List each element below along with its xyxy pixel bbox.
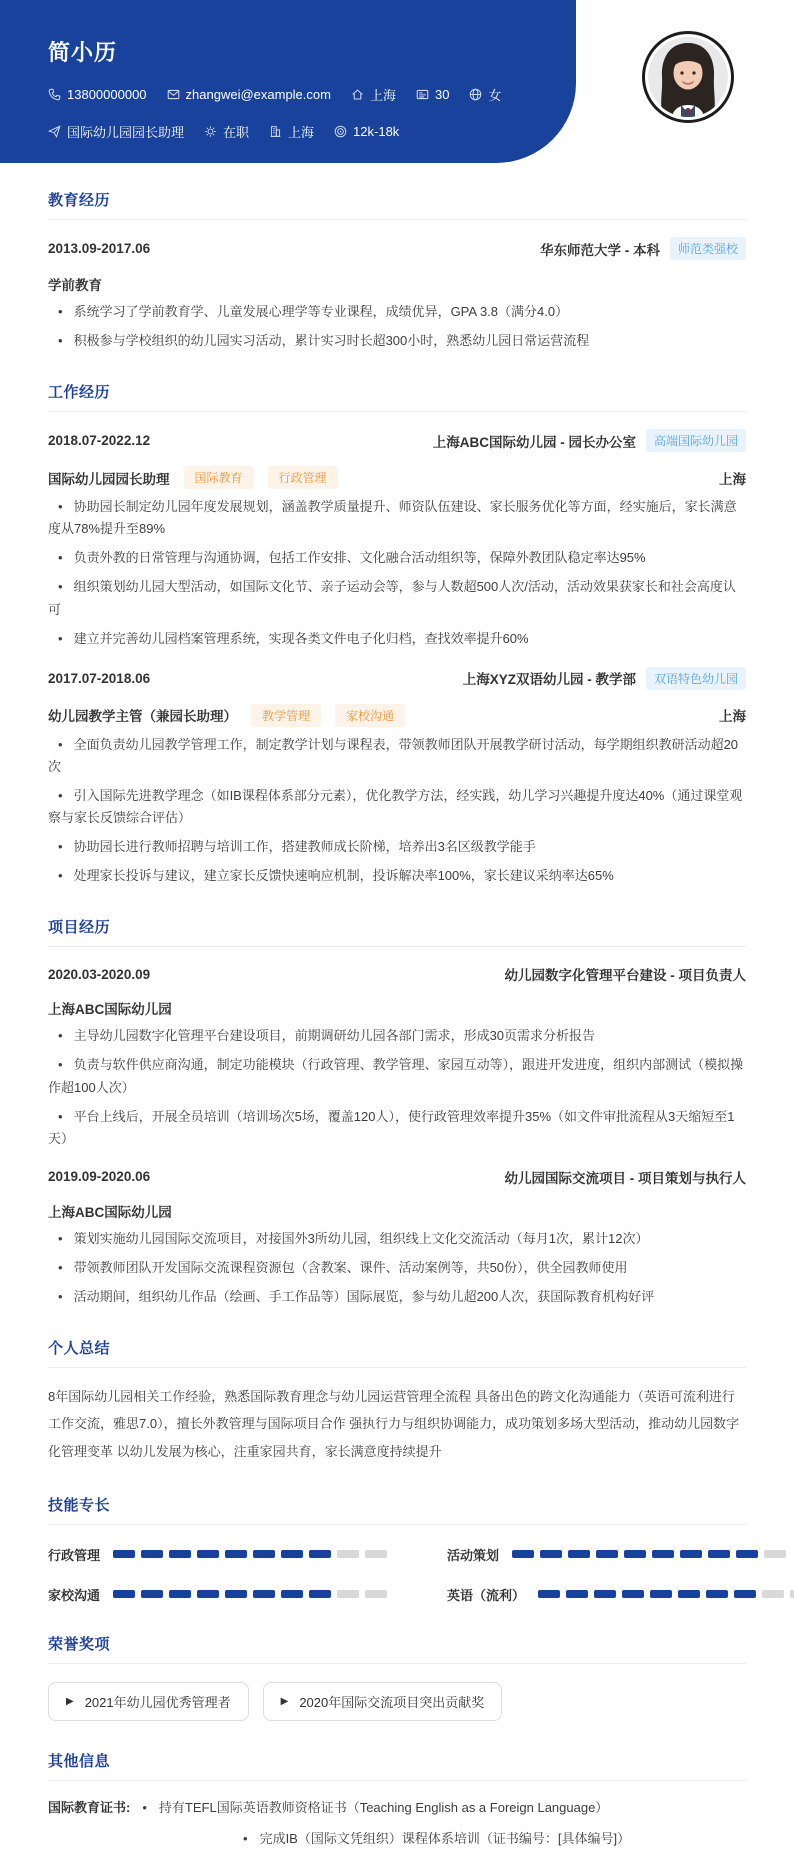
skill-bar-segment bbox=[169, 1550, 191, 1558]
education-period: 2013.09-2017.06 bbox=[48, 241, 151, 256]
honors-list bbox=[48, 1682, 746, 1721]
skill-label: 家校沟通 bbox=[48, 1587, 101, 1603]
project-entry-head bbox=[48, 964, 746, 984]
list-item: • 带领教师团队开发国际交流课程资源包（含教案、课件、活动案例等，共50份），供全园教师使用 bbox=[48, 1257, 746, 1279]
work-location: 上海 bbox=[719, 709, 746, 725]
skill-bar-segment bbox=[197, 1590, 219, 1598]
list-item: • 引入国际先进教学理念（如IB课程体系部分元素），优化教学方法，经实践，幼儿学习兴趣提升度达40%（通过课堂观察与家长反馈综合评估） bbox=[48, 785, 746, 829]
bullet-dot: • bbox=[58, 579, 63, 595]
skill-bar-segment bbox=[253, 1590, 275, 1598]
skills-section-title: 技能专长 bbox=[48, 1494, 746, 1525]
email-address: zhangwei@example.com bbox=[185, 87, 331, 102]
section-work bbox=[48, 381, 746, 887]
work-city-item bbox=[269, 122, 314, 141]
gender: 女 bbox=[488, 88, 502, 103]
bullet-dot: • bbox=[58, 1288, 63, 1304]
honor-text: 2021年幼儿园优秀管理者 bbox=[84, 1694, 231, 1710]
skill-bar-segment bbox=[706, 1590, 728, 1598]
cert-row bbox=[243, 1828, 746, 1850]
cert-label: 国际教育证书: bbox=[48, 1799, 131, 1815]
salary-item bbox=[334, 124, 399, 139]
skill-bar-segment bbox=[281, 1590, 303, 1598]
bullet-dot: • bbox=[243, 1831, 248, 1847]
list-item: • 全面负责幼儿园教学管理工作，制定教学计划与课程表，带领教师团队开展教学研讨活动，每学期组织教研活动超20次 bbox=[48, 734, 746, 778]
work-company: 上海XYZ双语幼儿园 - 教学部 bbox=[462, 672, 636, 688]
skill-bar-segment bbox=[568, 1550, 590, 1558]
skill-bar-segment bbox=[790, 1590, 794, 1598]
section-education bbox=[48, 189, 746, 352]
bullet-dot: • bbox=[58, 736, 63, 752]
list-item: • 策划实施幼儿园国际交流项目，对接国外3所幼儿园，组织线上文化交流活动（每月1次，累计12次） bbox=[48, 1228, 746, 1250]
target-position: 国际幼儿园园长助理 bbox=[67, 125, 185, 140]
list-item: • 组织策划幼儿园大型活动，如国际文化节、亲子运动会等，参与人数超500人次/活动，活动效果获家长和社会高度认可 bbox=[48, 576, 746, 620]
skill-bar-segment bbox=[253, 1550, 275, 1558]
salary-target-icon bbox=[334, 125, 347, 138]
play-icon: ▶ bbox=[280, 1695, 289, 1707]
skill-bar-segment bbox=[365, 1550, 387, 1558]
list-item: • 协助园长进行教师招聘与培训工作，搭建教师成长阶梯，培养出3名区级教学能手 bbox=[48, 836, 746, 858]
resume-body bbox=[0, 189, 794, 1874]
list-item: • 活动期间，组织幼儿作品（绘画、手工作品等）国际展览，参与幼儿超200人次，获国际教育机构好评 bbox=[48, 1286, 746, 1308]
project-company: 上海ABC国际幼儿园 bbox=[48, 1002, 172, 1018]
work-role: 幼儿园教学主管（兼园长助理） bbox=[48, 709, 237, 725]
work-city: 上海 bbox=[288, 125, 315, 140]
skill-bar-segment bbox=[678, 1590, 700, 1598]
skill-label: 行政管理 bbox=[48, 1547, 101, 1563]
contact-row-1 bbox=[48, 85, 514, 104]
skill-row bbox=[447, 1585, 794, 1604]
skills-grid bbox=[48, 1545, 746, 1604]
skill-bar-segment bbox=[337, 1550, 359, 1558]
resume-header bbox=[0, 0, 794, 163]
skill-bar-segment bbox=[650, 1590, 672, 1598]
bullet-dot: • bbox=[58, 499, 63, 515]
skill-bar-segment bbox=[538, 1590, 560, 1598]
work-role-row bbox=[48, 466, 746, 489]
skill-label: 英语（流利） bbox=[447, 1587, 526, 1603]
phone-item bbox=[48, 87, 147, 102]
skill-bar bbox=[512, 1550, 786, 1558]
section-summary bbox=[48, 1337, 746, 1465]
work-period: 2018.07-2022.12 bbox=[48, 433, 151, 449]
phone-icon bbox=[48, 88, 61, 101]
education-section-title: 教育经历 bbox=[48, 189, 746, 220]
list-item: • 主导幼儿园数字化管理平台建设项目，前期调研幼儿园各部门需求，形成30页需求分析报告 bbox=[48, 1025, 746, 1047]
skill-bar-segment bbox=[309, 1550, 331, 1558]
skill-bar-segment bbox=[624, 1550, 646, 1558]
projects-section-title: 项目经历 bbox=[48, 916, 746, 947]
list-item: • 系统学习了学前教育学、儿童发展心理学等专业课程，成绩优异，GPA 3.8（满分4.0） bbox=[48, 301, 746, 323]
work-company-badge: 高端国际幼儿园 bbox=[646, 429, 746, 452]
phone-number: 13800000000 bbox=[67, 87, 147, 102]
bullet-dot: • bbox=[58, 1028, 63, 1044]
skill-bar-segment bbox=[762, 1590, 784, 1598]
work-company: 上海ABC国际幼儿园 - 园长办公室 bbox=[432, 434, 636, 450]
project-bullets bbox=[48, 1228, 746, 1308]
age-item bbox=[416, 87, 449, 102]
skill-bar-segment bbox=[680, 1550, 702, 1558]
skill-row bbox=[447, 1545, 794, 1564]
bullet-dot: • bbox=[58, 630, 63, 646]
bullet-dot: • bbox=[58, 868, 63, 884]
skill-bar bbox=[538, 1590, 794, 1598]
work-company-badge: 双语特色幼儿园 bbox=[646, 667, 746, 690]
work-role-row bbox=[48, 704, 746, 727]
work-tag: 行政管理 bbox=[268, 466, 338, 489]
skill-bar-segment bbox=[594, 1590, 616, 1598]
work-tag: 家校沟通 bbox=[335, 704, 405, 727]
work-tag: 国际教育 bbox=[184, 466, 254, 489]
work-section-title: 工作经历 bbox=[48, 381, 746, 412]
bullet-dot: • bbox=[58, 550, 63, 566]
skill-bar bbox=[113, 1590, 387, 1598]
honor-text: 2020年国际交流项目突出贡献奖 bbox=[299, 1694, 485, 1710]
other-section-title: 其他信息 bbox=[48, 1750, 746, 1781]
skill-bar-segment bbox=[309, 1590, 331, 1598]
skill-bar-segment bbox=[652, 1550, 674, 1558]
education-bullets bbox=[48, 301, 746, 352]
cert-row bbox=[48, 1797, 746, 1819]
education-school: 华东师范大学 - 本科 bbox=[539, 242, 660, 258]
home-icon bbox=[351, 88, 364, 101]
skill-bar-segment bbox=[708, 1550, 730, 1558]
work-location: 上海 bbox=[719, 471, 746, 487]
list-item: • 协助园长制定幼儿园年度发展规划，涵盖教学质量提升、师资队伍建设、家长服务优化等方面，经实施后，家长满意度从78%提升至89% bbox=[48, 496, 746, 540]
job-status-icon bbox=[204, 125, 217, 138]
skill-bar-segment bbox=[540, 1550, 562, 1558]
bullet-dot: • bbox=[58, 1108, 63, 1124]
skill-bar-segment bbox=[113, 1550, 135, 1558]
work-bullets bbox=[48, 734, 746, 888]
bullet-dot: • bbox=[58, 839, 63, 855]
target-position-item bbox=[48, 122, 184, 141]
age-card-icon bbox=[416, 88, 429, 101]
bullet-dot: • bbox=[58, 333, 63, 349]
email-icon bbox=[167, 88, 180, 101]
work-tag: 教学管理 bbox=[251, 704, 321, 727]
bullet-dot: • bbox=[58, 1057, 63, 1073]
cert-text: 完成IB（国际文凭组织）课程体系培训（证书编号：[具体编号]） bbox=[259, 1831, 631, 1847]
project-name-role: 幼儿园国际交流项目 - 项目策划与执行人 bbox=[504, 1170, 746, 1186]
list-item: • 建立并完善幼儿园档案管理系统，实现各类文件电子化归档，查找效率提升60% bbox=[48, 628, 746, 650]
skill-row bbox=[48, 1545, 387, 1564]
section-skills bbox=[48, 1494, 746, 1604]
skill-bar-segment bbox=[113, 1590, 135, 1598]
list-item: • 积极参与学校组织的幼儿园实习活动，累计实习时长超300小时，熟悉幼儿园日常运营流程 bbox=[48, 330, 746, 352]
skill-bar-segment bbox=[764, 1550, 786, 1558]
project-name-role: 幼儿园数字化管理平台建设 - 项目负责人 bbox=[504, 968, 746, 984]
list-item: • 处理家长投诉与建议，建立家长反馈快速响应机制，投诉解决率100%，家长建议采纳率达65% bbox=[48, 865, 746, 887]
age: 30 bbox=[434, 87, 450, 102]
city-building-icon bbox=[269, 125, 282, 138]
skill-bar-segment bbox=[365, 1590, 387, 1598]
gender-item bbox=[469, 85, 501, 104]
hometown: 上海 bbox=[369, 88, 396, 103]
honor-pill bbox=[48, 1682, 249, 1721]
project-bullets bbox=[48, 1025, 746, 1149]
skill-bar-segment bbox=[566, 1590, 588, 1598]
avatar bbox=[642, 31, 734, 123]
skill-bar-segment bbox=[281, 1550, 303, 1558]
work-entry-head bbox=[48, 429, 746, 452]
skill-label: 活动策划 bbox=[447, 1547, 500, 1563]
skill-bar-segment bbox=[169, 1590, 191, 1598]
bullet-dot: • bbox=[58, 1259, 63, 1275]
avatar-illustration bbox=[648, 37, 728, 117]
section-honors bbox=[48, 1633, 746, 1721]
work-period: 2017.07-2018.06 bbox=[48, 670, 151, 686]
skill-bar-segment bbox=[197, 1550, 219, 1558]
project-company-row bbox=[48, 1201, 746, 1221]
bullet-dot: • bbox=[142, 1799, 147, 1815]
skill-bar-segment bbox=[337, 1590, 359, 1598]
section-projects bbox=[48, 916, 746, 1308]
skill-bar-segment bbox=[736, 1550, 758, 1558]
job-status: 在职 bbox=[223, 125, 250, 140]
project-company-row bbox=[48, 998, 746, 1018]
list-item: • 平台上线后，开展全员培训（培训场次5场，覆盖120人），使行政管理效率提升35%（如文件审批流程从3天缩短至1天） bbox=[48, 1106, 746, 1150]
list-item: • 负责外教的日常管理与沟通协调，包括工作安排、文化融合活动组织等，保障外教团队稳定率达95% bbox=[48, 547, 746, 569]
play-icon: ▶ bbox=[66, 1695, 74, 1707]
target-position-icon bbox=[48, 125, 61, 138]
work-entry-head bbox=[48, 667, 746, 690]
honor-pill bbox=[263, 1682, 503, 1721]
contact-row-2 bbox=[48, 122, 514, 141]
skill-bar bbox=[113, 1550, 387, 1558]
cert-text: 持有TEFL国际英语教师资格证书（Teaching English as a Foreign Language） bbox=[158, 1799, 609, 1815]
honors-section-title: 荣誉奖项 bbox=[48, 1633, 746, 1664]
education-entry-head bbox=[48, 237, 746, 260]
project-company: 上海ABC国际幼儿园 bbox=[48, 1204, 172, 1220]
gender-globe-icon bbox=[469, 88, 482, 101]
email-item bbox=[167, 87, 331, 102]
job-status-item bbox=[204, 122, 249, 141]
work-bullets bbox=[48, 496, 746, 650]
list-item: • 负责与软件供应商沟通，制定功能模块（行政管理、教学管理、家园互动等），跟进开发进度，组织内部测试（模拟操作超100人次） bbox=[48, 1054, 746, 1098]
education-major-row bbox=[48, 274, 746, 294]
skill-bar-segment bbox=[622, 1590, 644, 1598]
bullet-dot: • bbox=[58, 304, 63, 319]
skill-bar-segment bbox=[225, 1550, 247, 1558]
candidate-name: 简小历 bbox=[48, 40, 118, 65]
skill-bar-segment bbox=[596, 1550, 618, 1558]
skill-bar-segment bbox=[141, 1550, 163, 1558]
bullet-dot: • bbox=[58, 787, 63, 803]
skill-bar-segment bbox=[141, 1590, 163, 1598]
education-major: 学前教育 bbox=[48, 278, 102, 293]
skill-bar-segment bbox=[512, 1550, 534, 1558]
project-entry-head bbox=[48, 1167, 746, 1187]
hometown-item bbox=[351, 85, 396, 104]
bullet-dot: • bbox=[58, 1230, 63, 1246]
summary-section-title: 个人总结 bbox=[48, 1337, 746, 1368]
project-period: 2019.09-2020.06 bbox=[48, 1169, 151, 1185]
work-role: 国际幼儿园园长助理 bbox=[48, 471, 170, 487]
skill-bar-segment bbox=[734, 1590, 756, 1598]
summary-text: 8年国际幼儿园相关工作经验，熟悉国际教育理念与幼儿园运营管理全流程 具备出色的跨文化沟通能力（英语可流利进行工作交流，雅思7.0），擅长外教管理与国际项目合作 强执行力与组织协调能力，成功策划多场大型活动，推动幼儿园数字化管理变革 以幼儿发展为核心，注重家园共育，家长满意度持续提升 bbox=[48, 1389, 740, 1459]
salary-expectation: 12k-18k bbox=[353, 124, 400, 139]
section-other bbox=[48, 1750, 746, 1850]
skill-bar-segment bbox=[225, 1590, 247, 1598]
project-period: 2020.03-2020.09 bbox=[48, 966, 151, 982]
skill-row bbox=[48, 1585, 387, 1604]
education-badge: 师范类强校 bbox=[670, 237, 746, 260]
